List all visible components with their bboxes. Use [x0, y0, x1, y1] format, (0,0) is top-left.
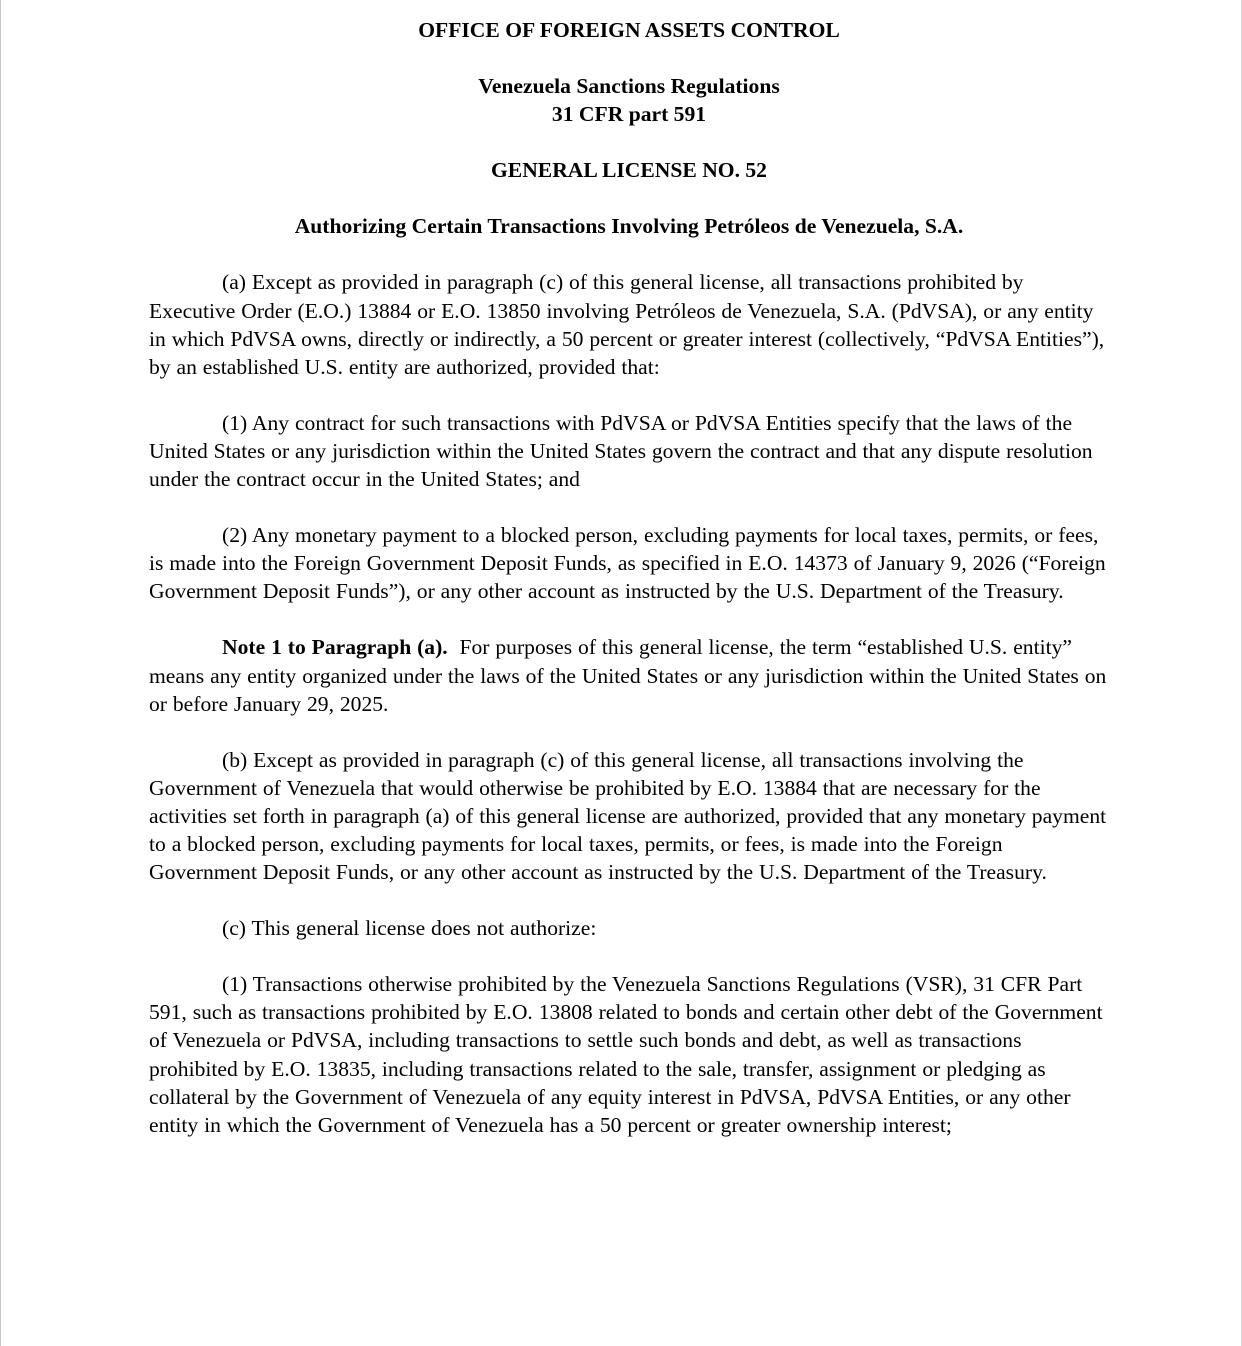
office-heading: OFFICE OF FOREIGN ASSETS CONTROL: [418, 18, 840, 42]
paragraph-a-1: (1) Any contract for such transactions with PdVSA or PdVSA Entities specify that the laws of the United States or any jurisdiction within the United States govern the contract and that any dispute resolution under the contract occur in the United States; and: [149, 410, 1093, 492]
license-title: Authorizing Certain Transactions Involving Petróleos de Venezuela, S.A.: [294, 214, 964, 239]
paragraph-c: (c) This general license does not authorize:: [222, 916, 597, 941]
regulation-name: Venezuela Sanctions Regulations: [478, 74, 780, 99]
paragraph-a-2: (2) Any monetary payment to a blocked person, excluding payments for local taxes, permits, or fees, is made into the Foreign Government Deposit Funds, as specified in E.O. 14373 of January 9, 2026 (“Foreign Government Deposit Funds”), or any other account as instructed by the U.S. Department of the Treasury.: [149, 523, 1106, 604]
paragraph-a: (a) Except as provided in paragraph (c) of this general license, all transactions prohibited by Executive Order (E.O.) 13884 or E.O. 13850 involving Petróleos de Venezuela, S.A. (PdVSA), or any entity in which PdVSA owns, directly or indirectly, a 50 percent or greater interest (collectively, “PdVSA Entities”), by an established U.S. entity are authorized, provided that:: [149, 270, 1105, 379]
paragraph-c-1: (1) Transactions otherwise prohibited by the Venezuela Sanctions Regulations (VSR), 31 CFR Part 591, such as transactions prohibited by E.O. 13808 related to bonds and certain other debt of the Government of Venezuela or PdVSA, including transactions to settle such bonds and debt, as well as transactions prohibited by E.O. 13835, including transactions related to the sale, transfer, assignment or pledging as collateral by the Government of Venezuela of any equity interest in PdVSA, PdVSA Entities, or any other entity in which the Government of Venezuela has a 50 percent or greater ownership interest;: [149, 972, 1103, 1137]
regulation-heading: [149, 72, 1109, 128]
regulation-cfr: 31 CFR part 591: [551, 102, 707, 127]
license-number: GENERAL LICENSE NO. 52: [491, 158, 767, 183]
note-1-label: Note 1 to Paragraph (a).: [222, 635, 448, 660]
page-edge-left: [0, 0, 1, 1346]
document-page: [149, 16, 1109, 1167]
note-1-text: For purposes of this general license, the term “established U.S. entity” means any entity organized under the laws of the United States or any jurisdiction within the United States on or before January 29, 2025.: [149, 635, 1107, 716]
note-1-paragraph-a: [149, 633, 1109, 717]
paragraph-b: (b) Except as provided in paragraph (c) of this general license, all transactions involving the Government of Venezuela that would otherwise be prohibited by E.O. 13884 that are necessary for the activities set forth in paragraph (a) of this general license are authorized, provided that any monetary payment to a blocked person, excluding payments for local taxes, permits, or fees, is made into the Foreign Government Deposit Funds, or any other account as instructed by the U.S. Department of the Treasury.: [149, 747, 1107, 885]
